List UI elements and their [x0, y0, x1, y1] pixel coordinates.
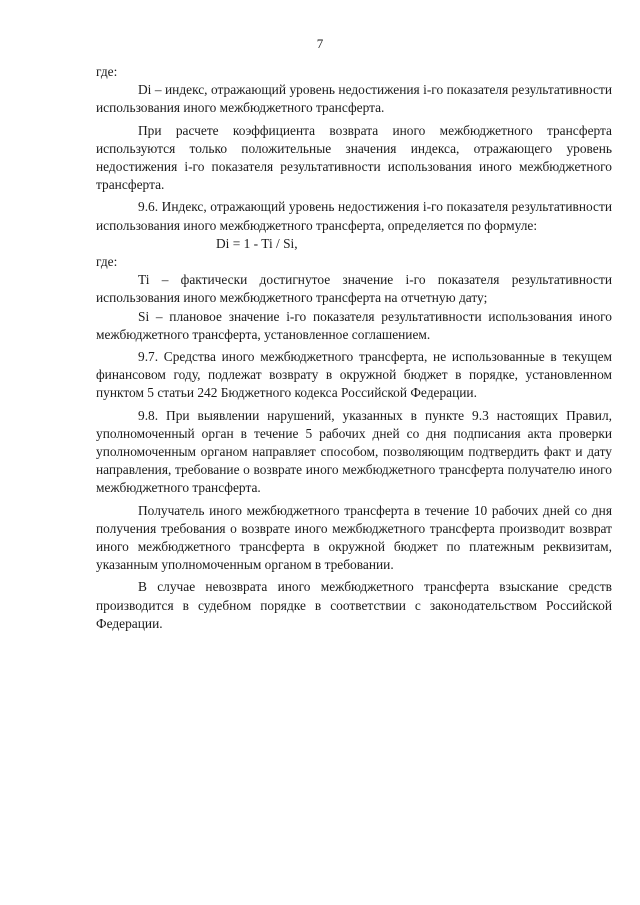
clause-9-7: 9.7. Средства иного межбюджетного трансферта, не использованные в текущем финансовом году, подлежат возврату в окружной бюджет в порядке, установленном пунктом 5 статьи 242 Бюджетного кодекса Российской Федерации. — [96, 349, 612, 401]
court-recovery-paragraph: В случае невозврата иного межбюджетного трансферта взыскание средств производится в судебном порядке в соответствии с законодательством Российской Федерации. — [96, 579, 612, 631]
formula: Di = 1 - Ti / Si, — [216, 235, 298, 251]
si-definition: Si – плановое значение i-го показателя результативности использования иного межбюджетного трансферта, установленное соглашением. — [96, 308, 612, 342]
calculation-note: При расчете коэффициента возврата иного межбюджетного трансферта используются только положительные значения индекса, отражающего уровень недостижения i-го показателя результативности использования иного межбюджетного трансферта. — [96, 122, 612, 193]
where-label: где: — [96, 64, 118, 79]
clause-9-6: 9.6. Индекс, отражающий уровень недостижения i-го показателя результативности использования иного межбюджетного трансферта, определяется по формуле: — [96, 199, 612, 233]
ti-definition: Ti – фактически достигнутое значение i-го показателя результативности использования иного межбюджетного трансферта на отчетную дату; — [96, 272, 612, 306]
page-number: 7 — [316, 36, 324, 51]
di-definition: Di – индекс, отражающий уровень недостижения i-го показателя результативности использования иного межбюджетного трансферта. — [96, 82, 612, 116]
recipient-return-paragraph: Получатель иного межбюджетного трансферта в течение 10 рабочих дней со дня получения требования о возврате иного межбюджетного трансферта производит возврат иного межбюджетного трансферта в окружной бюджет по платежным реквизитам, указанным уполномоченным органом в требовании. — [96, 502, 612, 573]
document-body — [96, 63, 612, 633]
clause-9-8: 9.8. При выявлении нарушений, указанных в пункте 9.3 настоящих Правил, уполномоченный орган в течение 5 рабочих дней со дня подписания акта проверки уполномоченным органом направляет способом, позволяющим подтвердить факт и дату направления, требование о возврате иного межбюджетного трансферта получателю иного межбюджетного трансферта. — [96, 407, 612, 496]
where-label-2: где: — [96, 254, 118, 270]
